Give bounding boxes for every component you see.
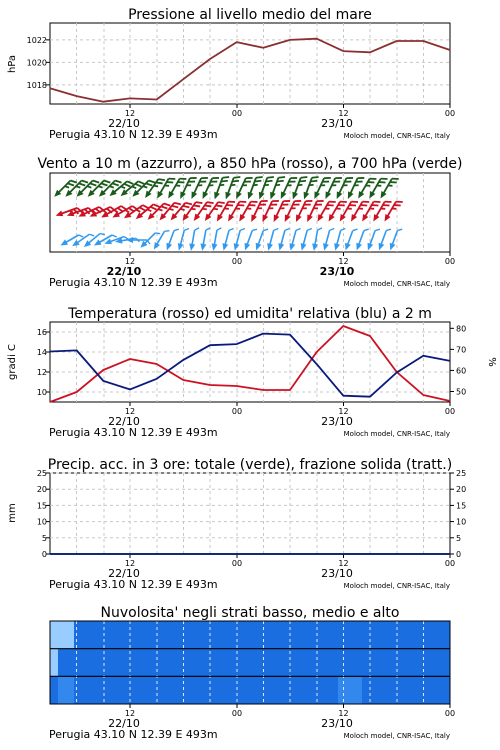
pressure-ytick-label: 1018: [26, 80, 47, 90]
cloud-hour-label: 00: [231, 709, 243, 718]
cloud-cell: [338, 621, 346, 649]
pressure-ylabel: hPa: [7, 54, 18, 74]
cloud-cell: [274, 649, 282, 677]
precip-ytick-label: 5: [41, 533, 47, 543]
cloud-cell: [306, 676, 314, 704]
cloud-cell: [434, 621, 442, 649]
cloud-cell: [194, 649, 202, 677]
cloud-cell: [290, 649, 298, 677]
temp-hour-label: 12: [338, 407, 349, 416]
precip-hour-label: 12: [124, 559, 136, 568]
precip-right-ytick-label: 20: [456, 485, 467, 495]
precip-ytick-label: 0: [41, 550, 47, 559]
cloud-cell: [386, 621, 394, 649]
cloud-cell: [434, 676, 442, 704]
cloud-cell: [58, 676, 66, 704]
cloud-cell: [82, 649, 90, 677]
cloud-cell: [314, 649, 322, 677]
cloud-cell: [74, 649, 82, 677]
cloud-cell: [50, 676, 58, 704]
precip-hour-label: 00: [231, 559, 243, 568]
cloud-cell: [386, 649, 394, 677]
humidity-ytick-label: 70: [456, 345, 467, 355]
cloud-cell: [322, 676, 330, 704]
temp-ylabel: gradi C: [7, 344, 18, 380]
pressure-hour-label: 12: [338, 109, 349, 118]
pressure-date-label: 22/10: [108, 117, 140, 130]
humidity-ytick-label: 60: [456, 366, 467, 376]
pressure-model-label: Moloch model, CNR-ISAC, Italy: [343, 132, 450, 140]
cloud-cell: [138, 649, 146, 677]
cloud-cell: [82, 621, 90, 649]
cloud-cell: [122, 649, 130, 677]
humidity-ylabel: %: [486, 357, 497, 367]
cloud-cell: [242, 676, 250, 704]
pressure-hour-label: 00: [231, 109, 243, 118]
cloud-cell: [338, 676, 346, 704]
cloud-cell: [274, 676, 282, 704]
pressure-location-label: Perugia 43.10 N 12.39 E 493m: [49, 128, 218, 141]
cloud-cell: [442, 621, 450, 649]
wind-date-label: 23/10: [319, 265, 355, 278]
cloud-cell: [226, 676, 234, 704]
cloud-cell: [130, 676, 138, 704]
cloud-cell: [346, 676, 354, 704]
precip-model-label: Moloch model, CNR-ISAC, Italy: [343, 582, 450, 590]
cloud-cell: [250, 649, 258, 677]
cloud-cell: [50, 649, 58, 677]
cloud-cell: [322, 621, 330, 649]
cloud-cell: [266, 676, 274, 704]
cloud-cell: [298, 621, 306, 649]
cloud-cell: [258, 649, 266, 677]
pressure-ytick-label: 1022: [26, 35, 47, 45]
cloud-cell: [218, 621, 226, 649]
cloud-cell: [402, 676, 410, 704]
cloud-cell: [378, 621, 386, 649]
cloud-cell: [154, 621, 162, 649]
cloud-cell: [418, 649, 426, 677]
cloud-hour-label: 00: [444, 709, 456, 718]
precip-title: Precip. acc. in 3 ore: totale (verde), frazione solida (tratt.): [47, 457, 453, 473]
cloud-cell: [234, 676, 242, 704]
cloud-cell: [178, 621, 186, 649]
cloud-cell: [162, 621, 170, 649]
cloud-cell: [314, 676, 322, 704]
cloud-cell: [314, 621, 322, 649]
cloud-cell: [218, 649, 226, 677]
cloud-cell: [178, 649, 186, 677]
wind-date-label: 22/10: [106, 265, 142, 278]
cloud-cell: [98, 676, 106, 704]
cloud-cell: [154, 676, 162, 704]
cloud-cell: [138, 621, 146, 649]
cloud-cell: [106, 676, 114, 704]
cloud-cell: [98, 621, 106, 649]
precip-frame: [50, 473, 450, 554]
cloud-cell: [114, 621, 122, 649]
cloud-cell: [362, 621, 370, 649]
cloud-cell: [58, 621, 66, 649]
cloud-title: Nuvolosita' negli strati basso, medio e alto: [100, 605, 400, 621]
humidity-ytick-label: 50: [456, 387, 467, 397]
cloud-cell: [194, 621, 202, 649]
cloud-cell: [114, 676, 122, 704]
cloud-cell: [202, 621, 210, 649]
cloud-cell: [162, 676, 170, 704]
wind-hour-label: 12: [124, 257, 136, 266]
cloud-cell: [258, 621, 266, 649]
cloud-cell: [90, 621, 98, 649]
cloud-cell: [402, 621, 410, 649]
precip-date-label: 22/10: [108, 567, 140, 580]
cloud-cell: [202, 676, 210, 704]
cloud-cell: [394, 621, 402, 649]
pressure-hour-label: 00: [444, 109, 456, 118]
cloud-cell: [66, 676, 74, 704]
temp-ytick-label: 16: [36, 328, 47, 337]
cloud-cell: [258, 676, 266, 704]
cloud-cell: [234, 621, 242, 649]
pressure-date-label: 23/10: [321, 117, 353, 130]
cloud-cell: [330, 621, 338, 649]
cloud-cell: [234, 649, 242, 677]
cloud-cell: [218, 676, 226, 704]
cloud-cell: [394, 649, 402, 677]
cloud-cell: [186, 649, 194, 677]
cloud-cell: [282, 676, 290, 704]
precip-right-ytick-label: 5: [456, 533, 462, 543]
cloud-cell: [426, 621, 434, 649]
temp-ytick-label: 14: [36, 348, 47, 357]
precip-ytick-label: 15: [36, 501, 47, 511]
cloud-cell: [74, 676, 82, 704]
precip-ytick-label: 25: [36, 469, 47, 478]
wind-location-label: Perugia 43.10 N 12.39 E 493m: [49, 276, 218, 289]
cloud-cell: [122, 676, 130, 704]
cloud-cell: [426, 649, 434, 677]
cloud-hour-label: 12: [124, 709, 136, 718]
cloud-cell: [290, 621, 298, 649]
cloud-cell: [354, 676, 362, 704]
cloud-cell: [330, 676, 338, 704]
cloud-cell: [202, 649, 210, 677]
cloud-cell: [442, 676, 450, 704]
precip-right-ytick-label: 25: [456, 469, 467, 478]
cloud-cell: [210, 649, 218, 677]
cloud-cell: [210, 676, 218, 704]
wind-hour-label: 00: [231, 257, 243, 266]
cloud-cell: [426, 676, 434, 704]
wind-hour-label: 12: [338, 257, 349, 266]
precip-hour-label: 00: [444, 559, 456, 568]
cloud-cell: [306, 621, 314, 649]
cloud-cell: [226, 621, 234, 649]
wind-model-label: Moloch model, CNR-ISAC, Italy: [343, 280, 450, 288]
cloud-cell: [250, 621, 258, 649]
cloud-location-label: Perugia 43.10 N 12.39 E 493m: [49, 728, 218, 741]
cloud-cell: [370, 676, 378, 704]
temp-ytick-label: 12: [36, 368, 47, 377]
precip-right-ytick-label: 0: [456, 550, 462, 559]
cloud-cell: [362, 676, 370, 704]
cloud-cell: [90, 649, 98, 677]
cloud-cell: [410, 676, 418, 704]
cloud-cell: [378, 649, 386, 677]
cloud-cell: [186, 676, 194, 704]
cloud-cell: [66, 621, 74, 649]
cloud-cell: [98, 649, 106, 677]
cloud-cell: [442, 649, 450, 677]
cloud-cell: [66, 649, 74, 677]
cloud-cell: [138, 676, 146, 704]
cloud-cell: [338, 649, 346, 677]
cloud-cell: [50, 621, 58, 649]
cloud-cell: [306, 649, 314, 677]
pressure-ytick-label: 1020: [26, 58, 47, 68]
cloud-cell: [146, 649, 154, 677]
cloud-cell: [378, 676, 386, 704]
temp-hour-label: 00: [444, 407, 456, 416]
cloud-cell: [330, 649, 338, 677]
cloud-cell: [90, 676, 98, 704]
cloud-cell: [106, 649, 114, 677]
cloud-cell: [266, 649, 274, 677]
cloud-cell: [242, 621, 250, 649]
cloud-cell: [434, 649, 442, 677]
wind-title: Vento a 10 m (azzurro), a 850 hPa (rosso), a 700 hPa (verde): [37, 156, 463, 172]
cloud-cell: [194, 676, 202, 704]
temp-date-label: 23/10: [321, 415, 353, 428]
cloud-cell: [322, 649, 330, 677]
pressure-frame: [50, 23, 450, 104]
precip-hour-label: 12: [338, 559, 349, 568]
cloud-cell: [58, 649, 66, 677]
pressure-hour-label: 12: [124, 109, 136, 118]
cloud-cell: [410, 621, 418, 649]
temp-ytick-label: 10: [36, 388, 47, 397]
cloud-cell: [170, 676, 178, 704]
cloud-cell: [130, 649, 138, 677]
precip-ytick-label: 10: [36, 517, 47, 527]
cloud-date-label: 22/10: [108, 717, 140, 730]
cloud-cell: [362, 649, 370, 677]
precip-ylabel: mm: [7, 503, 18, 523]
cloud-cell: [186, 621, 194, 649]
cloud-cell: [106, 621, 114, 649]
precip-location-label: Perugia 43.10 N 12.39 E 493m: [49, 578, 218, 591]
cloud-cell: [170, 621, 178, 649]
cloud-cell: [82, 676, 90, 704]
cloud-cell: [386, 676, 394, 704]
cloud-cell: [210, 621, 218, 649]
cloud-cell: [74, 621, 82, 649]
humidity-ytick-label: 80: [456, 324, 467, 334]
temp-date-label: 22/10: [108, 415, 140, 428]
cloud-cell: [162, 649, 170, 677]
cloud-cell: [402, 649, 410, 677]
cloud-cell: [274, 621, 282, 649]
cloud-cell: [114, 649, 122, 677]
cloud-date-label: 23/10: [321, 717, 353, 730]
cloud-cell: [418, 621, 426, 649]
cloud-cell: [154, 649, 162, 677]
cloud-cell: [346, 621, 354, 649]
cloud-cell: [250, 676, 258, 704]
cloud-model-label: Moloch model, CNR-ISAC, Italy: [343, 732, 450, 740]
cloud-cell: [410, 649, 418, 677]
precip-right-ytick-label: 10: [456, 517, 467, 527]
precip-date-label: 23/10: [321, 567, 353, 580]
cloud-cell: [146, 621, 154, 649]
precip-ytick-label: 20: [36, 485, 47, 495]
cloud-cell: [354, 621, 362, 649]
cloud-cell: [178, 676, 186, 704]
cloud-cell: [298, 676, 306, 704]
cloud-cell: [354, 649, 362, 677]
precip-right-ytick-label: 15: [456, 501, 467, 511]
wind-hour-label: 00: [444, 257, 456, 266]
cloud-cell: [290, 676, 298, 704]
cloud-cell: [170, 649, 178, 677]
cloud-cell: [282, 649, 290, 677]
cloud-cell: [266, 621, 274, 649]
cloud-cell: [346, 649, 354, 677]
cloud-cell: [146, 676, 154, 704]
cloud-hour-label: 12: [338, 709, 349, 718]
cloud-cell: [370, 621, 378, 649]
cloud-cell: [282, 621, 290, 649]
temp-hour-label: 00: [231, 407, 243, 416]
temp-model-label: Moloch model, CNR-ISAC, Italy: [343, 430, 450, 438]
cloud-cell: [130, 621, 138, 649]
cloud-cell: [394, 676, 402, 704]
pressure-title: Pressione al livello medio del mare: [128, 7, 372, 23]
cloud-cell: [226, 649, 234, 677]
cloud-cell: [370, 649, 378, 677]
cloud-cell: [298, 649, 306, 677]
temp-location-label: Perugia 43.10 N 12.39 E 493m: [49, 426, 218, 439]
temp-title: Temperatura (rosso) ed umidita' relativa (blu) a 2 m: [68, 306, 432, 322]
temp-hour-label: 12: [124, 407, 136, 416]
cloud-cell: [122, 621, 130, 649]
cloud-cell: [418, 676, 426, 704]
cloud-cell: [242, 649, 250, 677]
